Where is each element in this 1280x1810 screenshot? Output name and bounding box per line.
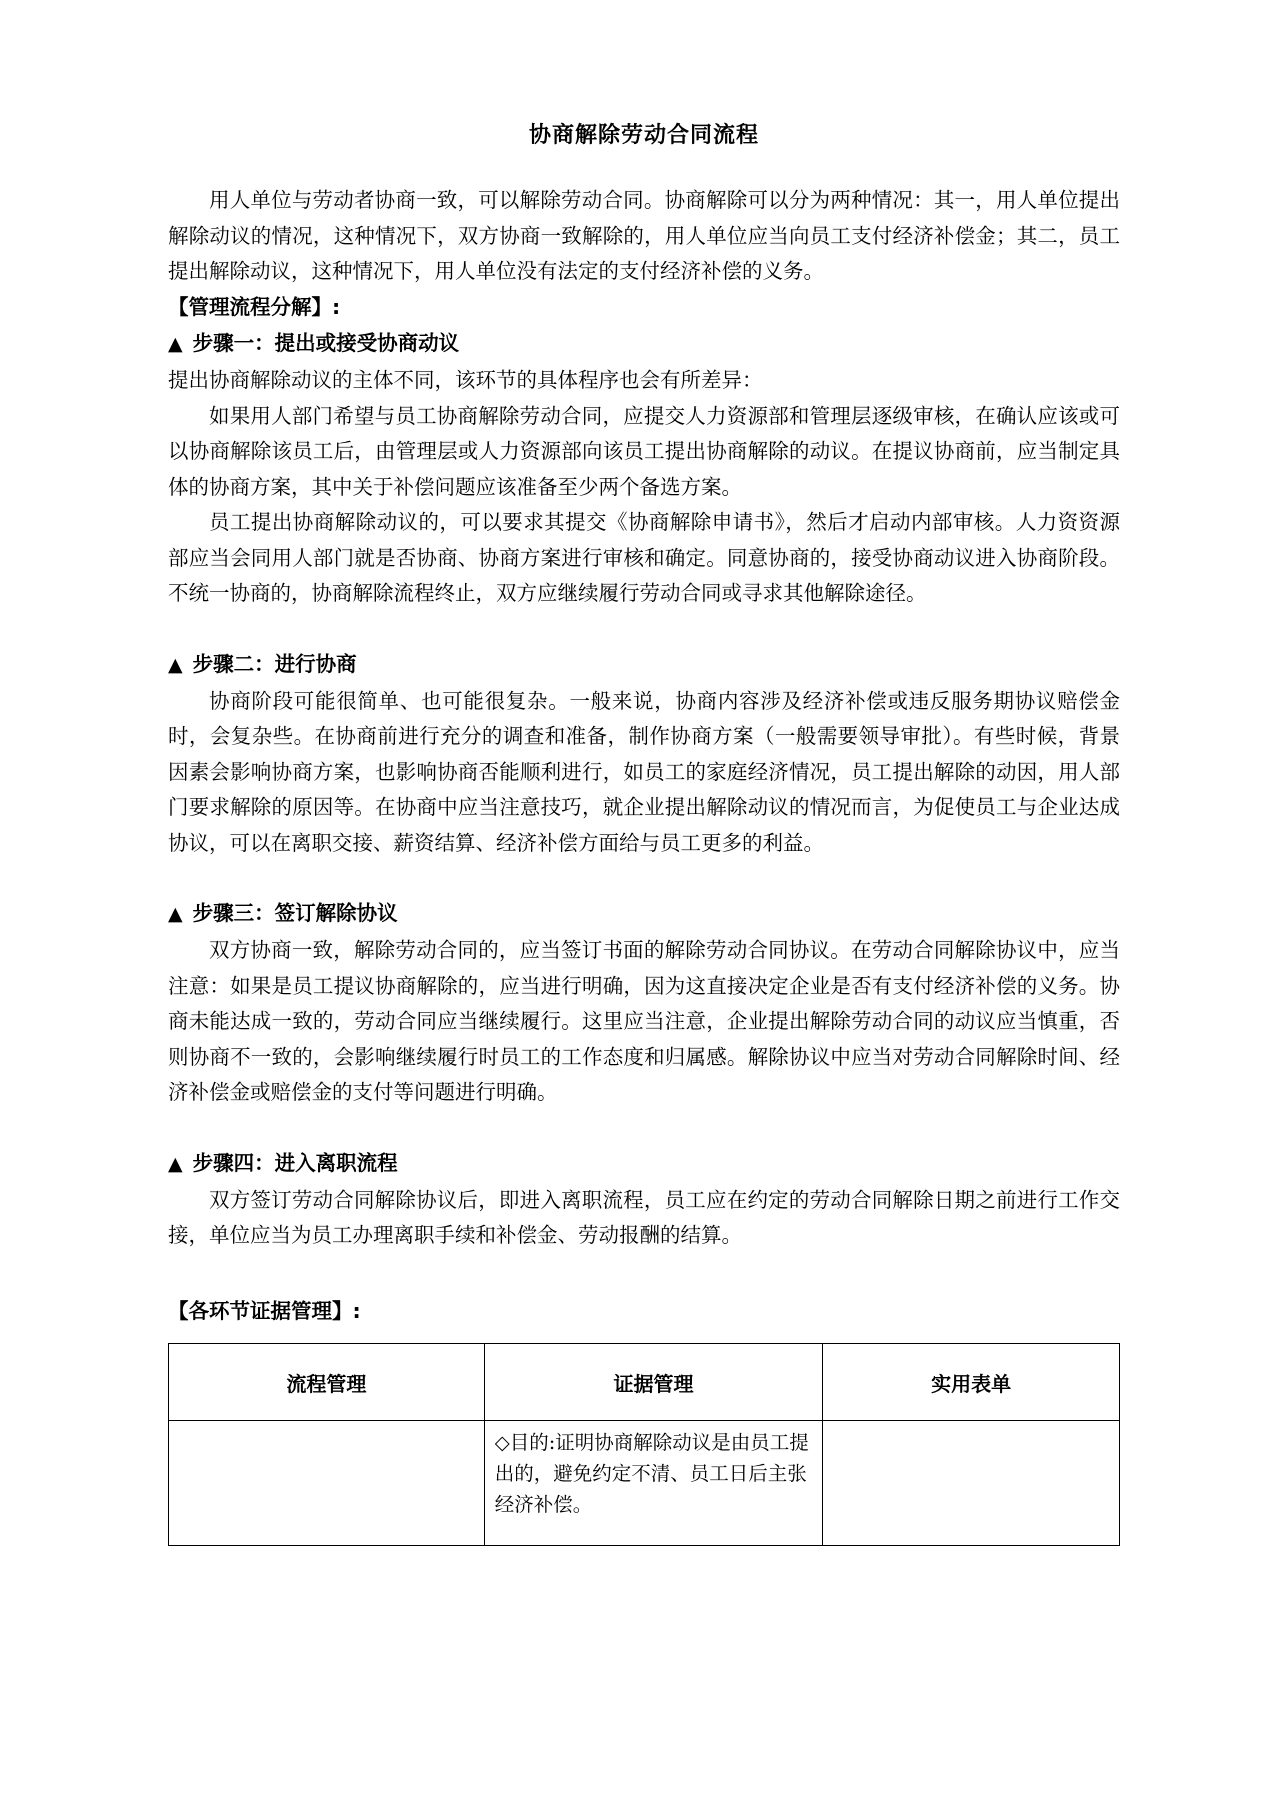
step-heading-1-label: 步骤一：提出或接受协商动议 [192,331,460,355]
spacer [168,612,1120,646]
spacer [168,1111,1120,1145]
triangle-bullet-icon: ▲ [168,903,183,925]
step-heading-3-label: 步骤三：签订解除协议 [192,901,398,925]
spacer [168,861,1120,895]
table-cell-process [169,1421,485,1546]
page-title: 协商解除劳动合同流程 [528,123,759,148]
triangle-bullet-icon: ▲ [168,333,183,355]
step-heading-2-label: 步骤二：进行协商 [192,651,357,676]
step-1-paragraph-2: 员工提出协商解除动议的，可以要求其提交《协商解除申请书》，然后才启动内部审核。人力资资源部应当会同用人部门就是否协商、协商方案进行审核和确定。同意协商的，接受协商动议进入协商阶段。不统一协商的，协商解除流程终止，双方应继续履行劳动合同或寻求其他解除途径。 [168,510,1120,605]
table-header-process: 流程管理 [169,1344,485,1421]
step-heading-2 [168,646,1120,684]
process-breakdown-label: 【管理流程分解】: [168,294,341,319]
table-cell-form [823,1421,1120,1546]
evidence-management-label: 【各环节证据管理】: [168,1298,361,1323]
table-header-form: 实用表单 [823,1344,1120,1421]
step-4-paragraph-1: 双方签订劳动合同解除协议后，即进入离职流程，员工应在约定的劳动合同解除日期之前进行工作交接，单位应当为员工办理离职手续和补偿金、劳动报酬的结算。 [168,1187,1120,1247]
step-1-paragraph-1: 如果用人部门希望与员工协商解除劳动合同，应提交人力资源部和管理层逐级审核，在确认应该或可以协商解除该员工后，由管理层或人力资源部向该员工提出协商解除的动议。在提议协商前，应当制定具体的协商方案，其中关于补偿问题应该准备至少两个备选方案。 [168,403,1120,499]
triangle-bullet-icon: ▲ [168,653,183,676]
intro-paragraph: 用人单位与劳动者协商一致，可以解除劳动合同。协商解除可以分为两种情况：其一，用人单位提出解除动议的情况，这种情况下，双方协商一致解除的，用人单位应当向员工支付经济补偿金；其二，员工提出解除动议，这种情况下，用人单位没有法定的支付经济补偿的义务。 [168,188,1120,283]
table-cell-evidence: ◇目的:证明协商解除动议是由员工提出的，避免约定不清、员工日后主张经济补偿。 [484,1421,822,1546]
table-header-row [169,1344,1120,1421]
table-header-evidence: 证据管理 [484,1344,822,1421]
step-heading-1 [168,325,1120,363]
step-2-paragraph-1: 协商阶段可能很简单、也可能很复杂。一般来说，协商内容涉及经济补偿或违反服务期协议赔偿金时，会复杂些。在协商前进行充分的调查和准备，制作协商方案（一般需要领导审批）。有些时候，背景因素会影响协商方案，也影响协商否能顺利进行，如员工的家庭经济情况，员工提出解除的动因，用人部门要求解除的原因等。在协商中应当注意技巧，就企业提出解除动议的情况而言，为促使员工与企业达成协议，可以在离职交接、薪资结算、经济补偿方面给与员工更多的利益。 [168,688,1120,855]
triangle-bullet-icon: ▲ [168,1152,183,1175]
evidence-management-table [168,1343,1120,1546]
step-heading-4 [168,1145,1120,1183]
table-row [169,1421,1120,1546]
step-1-lead: 提出协商解除动议的主体不同，该环节的具体程序也会有所差异： [168,368,763,392]
step-3-paragraph-1: 双方协商一致，解除劳动合同的，应当签订书面的解除劳动合同协议。在劳动合同解除协议中，应当注意：如果是员工提议协商解除的，应当进行明确，因为这直接决定企业是否有支付经济补偿的义务。协商未能达成一致的，劳动合同应当继续履行。这里应当注意，企业提出解除劳动合同的动议应当慎重，否则协商不一致的，会影响继续履行时员工的工作态度和归属感。解除协议中应当对劳动合同解除时间、经济补偿金或赔偿金的支付等问题进行明确。 [168,938,1120,1104]
spacer [168,1254,1120,1294]
step-heading-3 [168,895,1120,933]
step-heading-4-label: 步骤四：进入离职流程 [192,1150,398,1175]
